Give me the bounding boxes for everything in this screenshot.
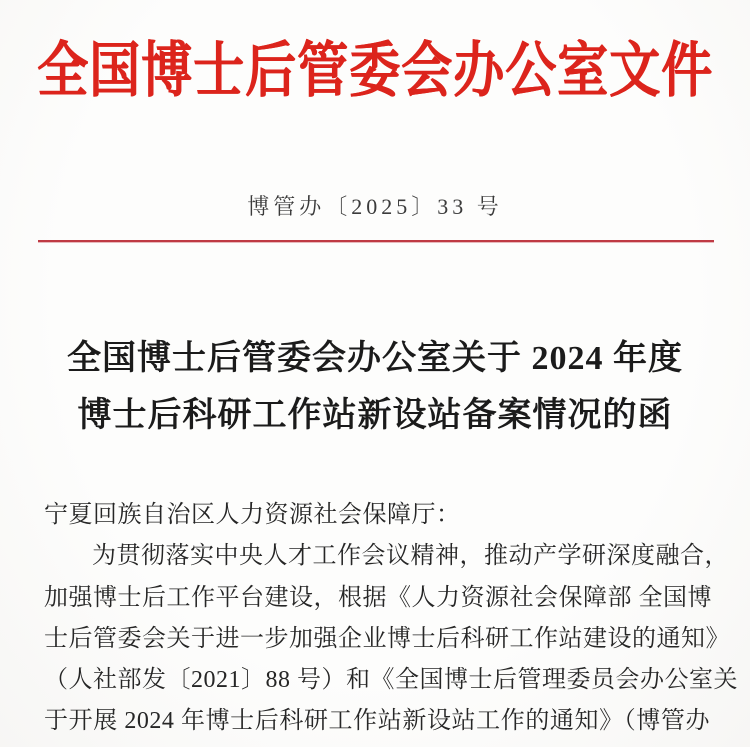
document-title	[0, 330, 750, 444]
document-body	[44, 495, 738, 743]
red-header-banner: 全国博士后管委会办公室文件	[36, 38, 713, 106]
doc-number: 博管办〔2025〕33 号	[247, 194, 503, 219]
red-divider-rule	[38, 240, 714, 242]
body-line: 于开展 2024 年博士后科研工作站新设站工作的通知》（博管办	[44, 708, 710, 735]
recipient-line: 宁夏回族自治区人力资源社会保障厅：	[44, 502, 461, 528]
body-line: 加强博士后工作平台建设，根据《人力资源社会保障部 全国博	[44, 584, 712, 611]
body-line: 为贯彻落实中央人才工作会议精神，推动产学研深度融合，	[92, 543, 729, 570]
body-line: 士后管委会关于进一步加强企业博士后科研工作站建设的通知》	[44, 625, 730, 652]
document-title-line-1: 全国博士后管委会办公室关于 2024 年度	[67, 340, 683, 377]
document-title-line-2: 博士后科研工作站新设站备案情况的函	[77, 397, 673, 434]
body-line: （人社部发〔2021〕88 号）和《全国博士后管理委员会办公室关	[44, 667, 738, 694]
